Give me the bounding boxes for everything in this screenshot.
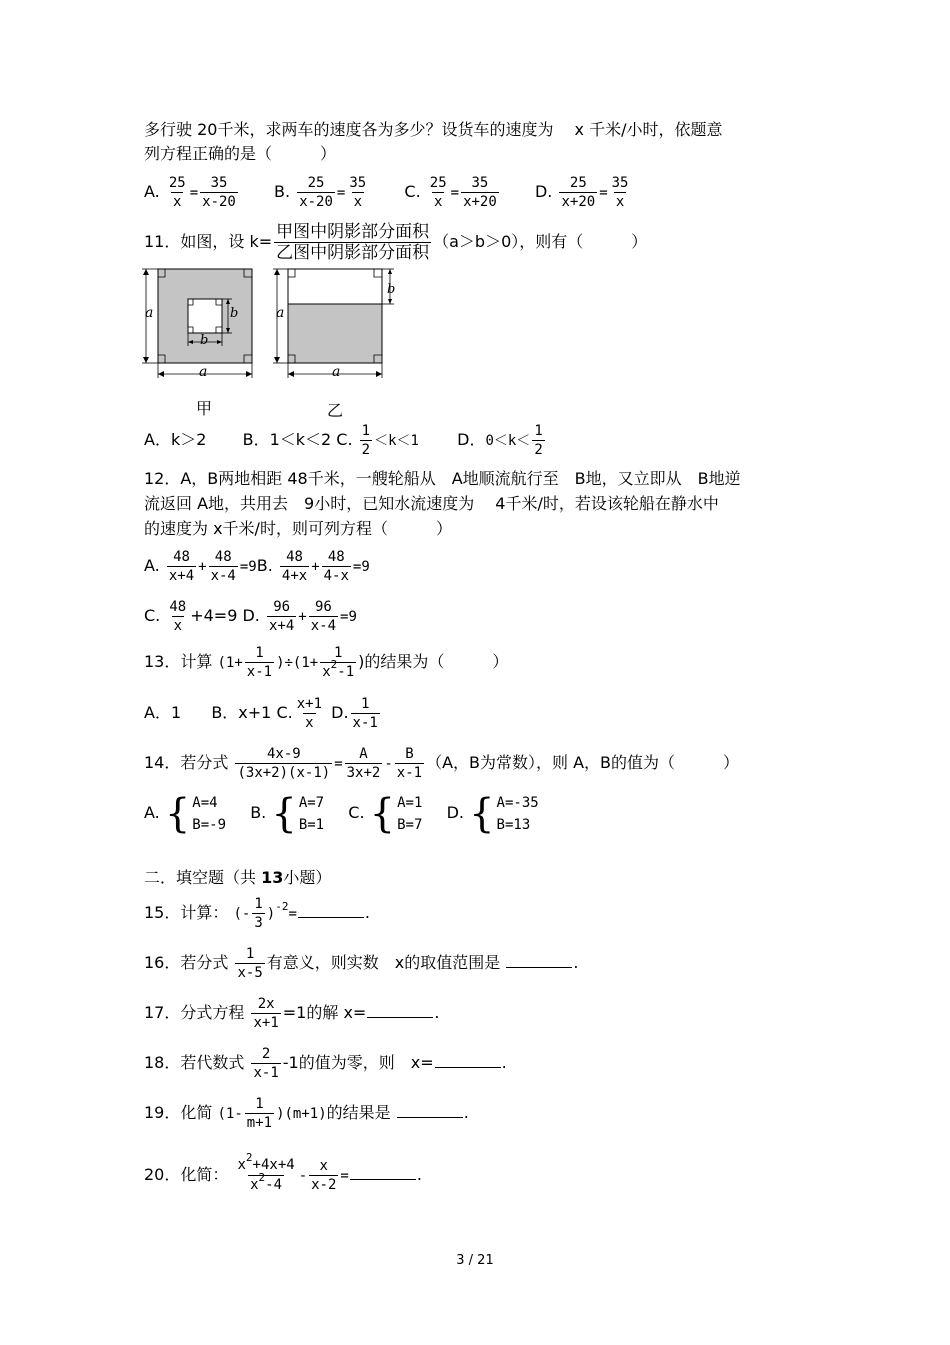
fraction: $\frac{2}{x-1}$ [253, 1046, 279, 1081]
page-number: 3 / 21 [456, 1253, 494, 1268]
section-heading: 二．填空题（共 13小题） [144, 868, 332, 887]
q10-options [144, 172, 632, 213]
fraction: $\frac{48}{x+4}$ [168, 549, 195, 584]
fraction: $\frac{48}{x}$ [169, 599, 187, 634]
q12-line3: 的速度为 x千米/时，则可列方程（ ） [144, 519, 452, 538]
q10-option-c: C. $\frac{25}{x}$ = $\frac{35}{x+20}$ [404, 175, 497, 210]
fraction: $\frac{35}{x}$ [349, 175, 367, 210]
answer-blank [350, 1163, 416, 1180]
q13-option-a: A．1 [144, 703, 182, 722]
q14-option-d: D. { A=-35 B=13 [446, 790, 539, 837]
equation-system: { A=4 B=-9 [164, 790, 227, 837]
answer-blank [435, 1051, 501, 1068]
fraction: $\frac{48}{4+x}$ [281, 549, 308, 584]
q10-line1: 多行驶 20千米，求两车的速度各为多少？设货车的速度为 x 千米/小时，依题意 [144, 120, 723, 139]
fraction: $\frac{48}{4-x}$ [323, 549, 349, 584]
q12-options-cd [144, 596, 357, 637]
fraction: $\frac{35}{x-20}$ [202, 175, 236, 210]
label-a: a [332, 364, 341, 380]
fraction: $\frac{25}{x}$ [429, 175, 447, 210]
q12-line1: 12．A，B两地相距 48千米，一艘轮船从 A地顺流航行至 B地，又立即从 B地逆 [144, 469, 741, 488]
fraction: $\frac{x+1}{x}$ [296, 696, 323, 731]
fraction: $\frac{25}{x}$ [168, 175, 186, 210]
fraction: $\frac{1}{x-1}$ [246, 645, 273, 680]
q11-option-d: D．0＜k＜ $\frac{1}{2}$ [457, 423, 543, 458]
q11-option-b: B．1＜k＜2 C. [242, 430, 353, 449]
q12-options-ab [144, 546, 370, 587]
fraction: $\frac{1}{3}$ [254, 896, 263, 931]
figure-caption-yi: 乙 [327, 401, 344, 420]
q14-stem: 14．若分式 $\frac{4x-9}{(3x+2)(x-1)}$ = $\frac{A}{3x+2}$ - $\frac{B}{x-1}$ （A，B为常数），则 A，B的值为（ ） [144, 746, 740, 781]
q11-figures [140, 262, 410, 387]
q17: 17．分式方程 $\frac{2x}{x+1}$ =1的解 x= . [144, 996, 440, 1031]
label-a: a [276, 305, 285, 321]
figure-caption-jia: 甲 [196, 399, 213, 418]
q14-option-a: A. { A=4 B=-9 [144, 790, 227, 837]
q14-options [144, 790, 539, 836]
q14-option-b: B. { A=7 B=1 [250, 790, 325, 837]
q20: 20．化简： $\frac{x^2+4x+4}{x^2-4}$ - $\frac{x}{x-2}$ = . [144, 1151, 422, 1193]
fraction: $\frac{96}{x+4}$ [268, 599, 295, 634]
q10-line2: 列方程正确的是（ ） [144, 144, 337, 163]
q19: 19．化简 (1- $\frac{1}{m+1}$ )(m+1)的结果是 . [144, 1096, 469, 1131]
answer-blank [367, 1001, 433, 1018]
figure-jia [142, 269, 252, 378]
equation-system: { A=7 B=1 [271, 790, 325, 837]
equation-system: { A=-35 B=13 [469, 790, 539, 837]
label-a: a [145, 305, 154, 321]
q10-option-d: D. $\frac{25}{x+20}$ = $\frac{35}{x}$ [534, 175, 629, 210]
q10-option-a: A. $\frac{25}{x}$ = $\frac{35}{x-20}$ [144, 175, 236, 210]
label-a: a [199, 364, 208, 380]
fraction: $\frac{1}{x-5}$ [237, 946, 263, 981]
fraction: $\frac{25}{x-20}$ [299, 175, 333, 210]
fraction: $\frac{B}{x-1}$ [396, 746, 423, 781]
area-ratio-fraction: 甲图中阴影部分面积 乙图中阴影部分面积 [276, 222, 430, 263]
q11-option-c: $\frac{1}{2}$ ＜k＜1 [361, 423, 419, 458]
fraction: $\frac{x}{x-2}$ [311, 1158, 337, 1193]
fraction: $\frac{1}{m+1}$ [246, 1096, 273, 1131]
q10-option-b: B. $\frac{25}{x-20}$ = $\frac{35}{x}$ [274, 175, 367, 210]
label-b: b [230, 306, 239, 321]
q14-option-c: C. { A=1 B=7 [348, 790, 423, 837]
fraction: $\frac{1}{2}$ [534, 423, 543, 458]
answer-blank [298, 901, 364, 918]
answer-blank [506, 951, 572, 968]
q16: 16．若分式 $\frac{1}{x-5}$ 有意义，则实数 x的取值范围是 . [144, 946, 579, 981]
q12-option-a: A. $\frac{48}{x+4}$ + $\frac{48}{x-4}$ =9 [144, 549, 257, 584]
q13-option-b: B．x+1 [211, 703, 272, 722]
equation-system: { A=1 B=7 [369, 790, 423, 837]
answer-blank [397, 1101, 463, 1118]
q15: 15．计算： (- $\frac{1}{3}$ )$^{-2}$= . [144, 896, 370, 931]
fraction: $\frac{1}{x-1}$ [352, 696, 378, 731]
fraction: $\frac{35}{x+20}$ [463, 175, 497, 210]
label-b: b [387, 282, 396, 297]
q13-option-d: D. $\frac{1}{x-1}$ [331, 696, 378, 731]
q11-options [144, 420, 547, 461]
q11-option-a: A．k＞2 [144, 430, 207, 449]
fraction: $\frac{96}{x-4}$ [310, 599, 337, 634]
fraction: $\frac{A}{3x+2}$ [346, 746, 381, 781]
fraction: $\frac{1}{2}$ [361, 423, 371, 458]
fraction: $\frac{4x-9}{(3x+2)(x-1)}$ [237, 746, 331, 781]
label-b: b [200, 333, 209, 348]
fraction: $\frac{x^2+4x+4}{x^2-4}$ [237, 1151, 295, 1193]
q18: 18．若代数式 $\frac{2}{x-1}$ -1的值为零，则 x= . [144, 1046, 507, 1081]
q11-stem: 11．如图，设 k= 甲图中阴影部分面积 乙图中阴影部分面积 （a＞b＞0），则有（ ） [144, 222, 648, 263]
fraction: $\frac{2x}{x+1}$ [253, 996, 279, 1031]
q12-option-d: D. $\frac{96}{x+4}$ + $\frac{96}{x-4}$ =9 [242, 599, 357, 634]
fraction: $\frac{35}{x}$ [611, 175, 629, 210]
q12-line2: 流返回 A地，共用去 9小时，已知水流速度为 4千米/时，若设该轮船在静水中 [144, 494, 719, 513]
fraction: $\frac{25}{x+20}$ [561, 175, 596, 210]
q13-option-c: C. $\frac{x+1}{x}$ [276, 696, 323, 731]
q13-stem: 13．计算 (1+ $\frac{1}{x-1}$ )÷(1+ $\frac{1}{x^2-1}$ )的结果为（ ） [144, 644, 509, 680]
q13-options [144, 692, 382, 734]
q12-option-c: C. $\frac{48}{x}$ +4=9 [144, 599, 238, 634]
fraction: $\frac{48}{x-4}$ [210, 549, 236, 584]
q12-option-b: B. $\frac{48}{4+x}$ + $\frac{48}{4-x}$ =9 [256, 549, 370, 584]
fraction: $\frac{1}{x^2-1}$ [322, 644, 355, 680]
figure-yi [273, 269, 394, 378]
